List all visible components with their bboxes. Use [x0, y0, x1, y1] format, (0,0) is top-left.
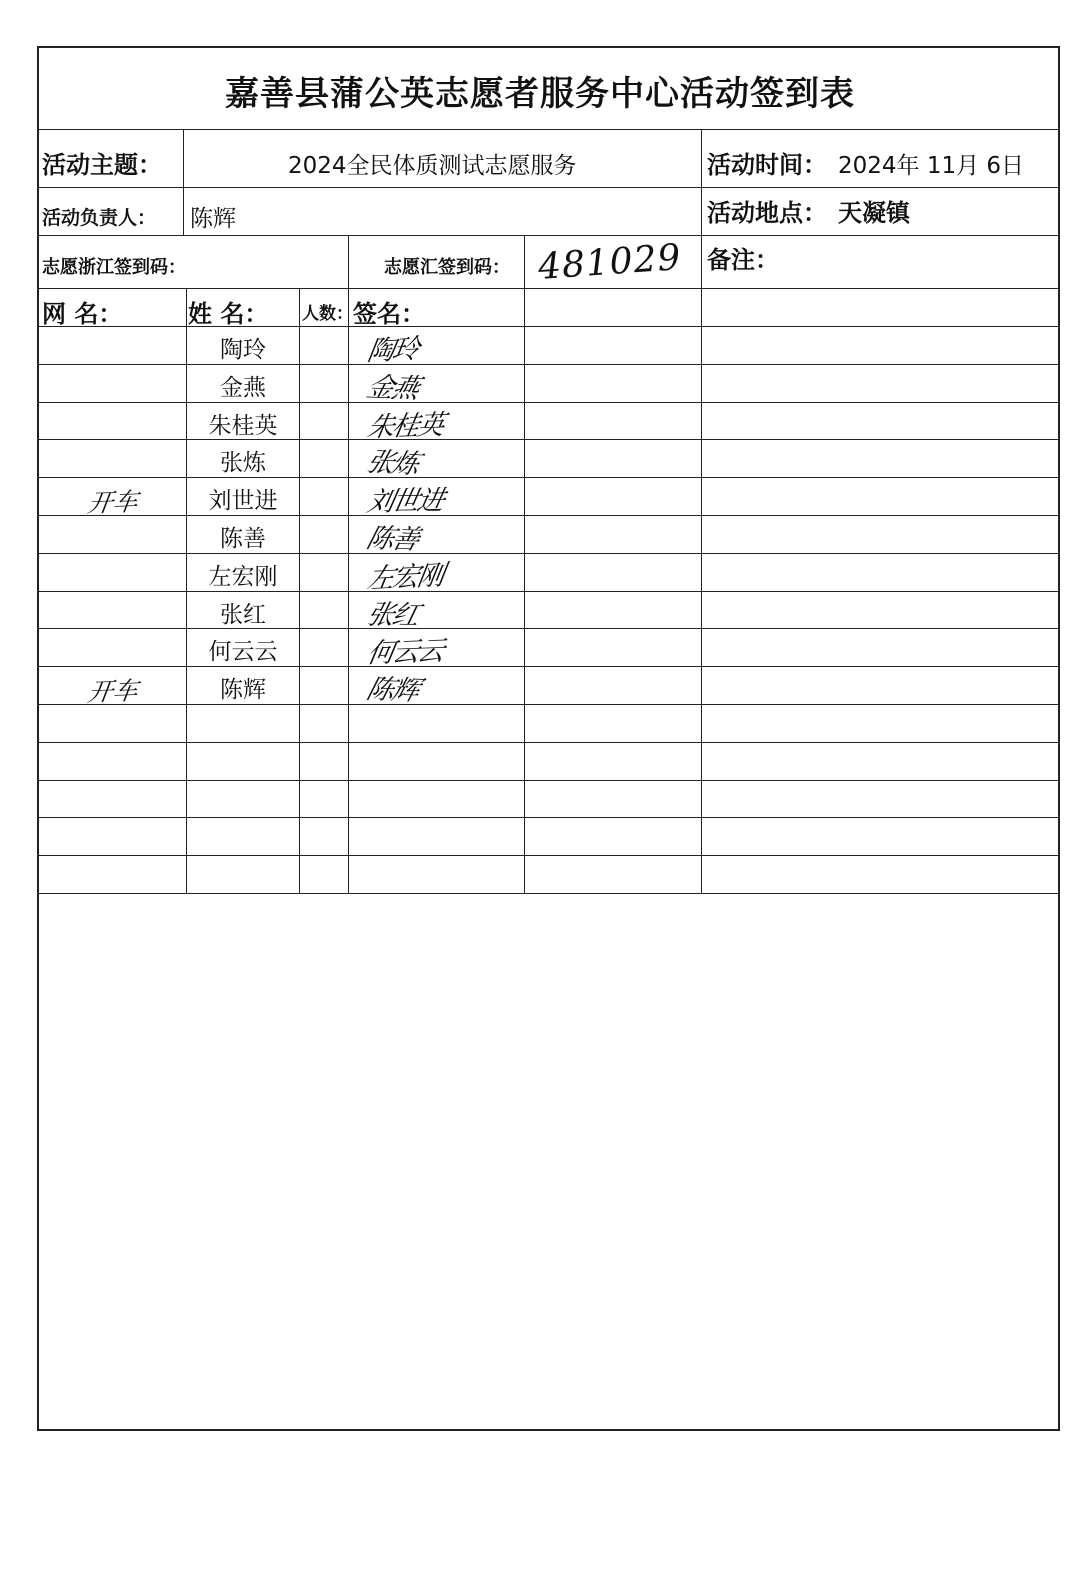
volunteer-name: 陈辉: [220, 677, 266, 704]
handwritten-signature: 朱桂英: [364, 409, 446, 444]
col-signature: 签名：: [353, 300, 425, 328]
handwritten-signature: 张红: [363, 599, 421, 631]
remarks-label: 备注：: [707, 246, 779, 274]
theme-value: 2024全民体质测试志愿服务: [288, 153, 577, 179]
divider: [524, 288, 525, 893]
time-value: 2024年 11月 6日: [838, 153, 1025, 179]
row-divider: [37, 742, 1060, 743]
handwritten-signature: 刘世进: [364, 485, 446, 518]
net-name-note: 开车: [85, 676, 140, 708]
row-divider: [37, 780, 1060, 781]
handwritten-signature: 张炼: [363, 447, 422, 481]
divider: [37, 187, 1060, 188]
volunteer-name: 张炼: [220, 450, 266, 477]
volunteer-name: 刘世进: [208, 488, 278, 515]
volunteer-name: 何云云: [208, 639, 278, 666]
divider: [37, 129, 1060, 130]
divider: [183, 129, 184, 235]
handwritten-signature: 左宏刚: [365, 559, 445, 595]
col-net-name: 网 名：: [42, 300, 123, 328]
volunteer-name: 金燕: [220, 374, 266, 401]
theme-label: 活动主题：: [42, 151, 162, 179]
zj-code-label: 志愿浙江签到码：: [42, 257, 186, 278]
divider: [524, 235, 525, 288]
volunteer-name: 张红: [220, 601, 266, 628]
row-divider: [37, 855, 1060, 856]
divider: [348, 235, 349, 288]
col-name: 姓 名：: [188, 300, 269, 328]
divider: [37, 288, 1060, 289]
volunteer-name: 陈善: [220, 526, 266, 552]
handwritten-signature: 陈善: [363, 523, 422, 556]
divider: [701, 288, 702, 893]
location-label: 活动地点：: [707, 199, 827, 227]
hui-code-value: 481029: [536, 237, 683, 288]
divider: [348, 288, 349, 893]
handwritten-signature: 金燕: [363, 372, 422, 405]
net-name-note: 开车: [85, 487, 140, 519]
col-count: 人数：: [302, 304, 353, 324]
volunteer-name: 陶玲: [220, 337, 266, 363]
hui-code-label: 志愿汇签到码：: [384, 257, 510, 278]
time-label: 活动时间：: [707, 151, 827, 179]
location-value: 天凝镇: [838, 199, 910, 227]
divider: [37, 235, 1060, 236]
volunteer-name: 左宏刚: [208, 563, 278, 590]
volunteer-name: 朱桂英: [208, 412, 278, 439]
handwritten-signature: 何云云: [364, 635, 446, 670]
page-title: 嘉善县蒲公英志愿者服务中心活动签到表: [225, 74, 855, 114]
leader-value: 陈辉: [190, 206, 236, 232]
leader-label: 活动负责人：: [42, 207, 157, 229]
row-divider: [37, 817, 1060, 818]
row-divider: [37, 893, 1060, 894]
handwritten-signature: 陶玲: [365, 333, 420, 368]
handwritten-signature: 陈辉: [363, 674, 422, 707]
divider: [299, 288, 300, 893]
